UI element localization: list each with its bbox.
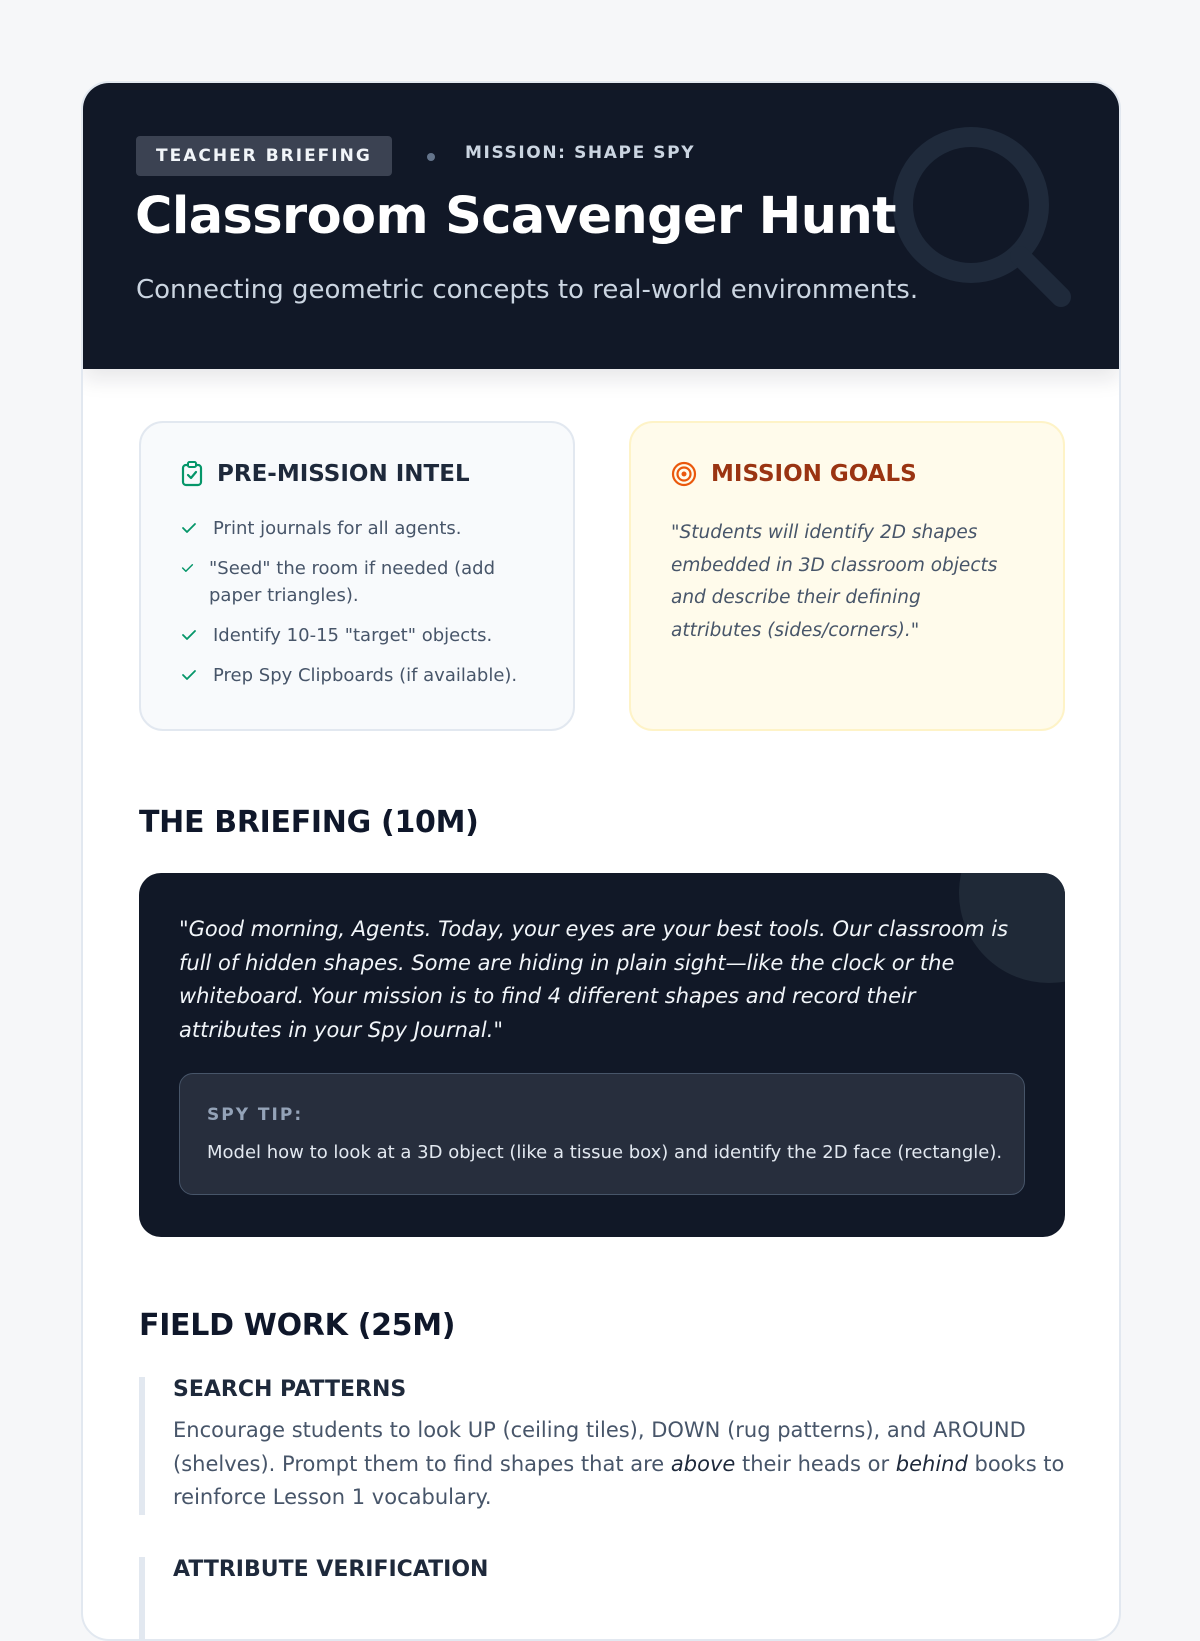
goals-title: MISSION GOALS xyxy=(711,461,917,487)
page-title: Classroom Scavenger Hunt xyxy=(135,187,896,246)
check-icon xyxy=(181,521,197,535)
briefing-script: "Good morning, Agents. Today, your eyes are your best tools. Our classroom is full of hidden shapes. Some are hiding in plain sight—like the clock or the whiteboard. Your mission is to find 4 different shapes and record their attributes in your Spy Journal." xyxy=(179,917,1009,1042)
briefing-panel xyxy=(139,873,1065,1237)
check-icon xyxy=(181,628,197,642)
clipboard-check-icon xyxy=(181,461,203,487)
lesson-card xyxy=(81,81,1121,1641)
fieldwork-item-title: ATTRIBUTE VERIFICATION xyxy=(173,1557,489,1582)
intel-title: PRE-MISSION INTEL xyxy=(217,461,470,487)
mission-label: MISSION: SHAPE SPY xyxy=(465,143,696,163)
goals-statement: "Students will identify 2D shapes embedded in 3D classroom objects and describe their defining attributes (sides/corners)." xyxy=(671,522,998,641)
spy-tip-text: Model how to look at a 3D object (like a tissue box) and identify the 2D face (rectangle). xyxy=(207,1142,1003,1163)
briefing-heading: THE BRIEFING (10M) xyxy=(139,805,479,840)
page-subtitle: Connecting geometric concepts to real-world environments. xyxy=(136,275,919,305)
emphasis-behind: behind xyxy=(895,1451,968,1476)
list-item xyxy=(181,555,541,609)
fieldwork-item-attribute-verification xyxy=(139,1557,1065,1641)
header-banner xyxy=(83,83,1119,369)
fieldwork-item-search-patterns xyxy=(139,1377,1065,1515)
list-item-text: Identify 10-15 "target" objects. xyxy=(213,625,493,646)
list-item xyxy=(181,662,541,689)
separator-dot xyxy=(427,153,435,161)
pre-mission-intel-card xyxy=(139,421,575,731)
check-icon xyxy=(181,561,194,575)
fieldwork-item-title: SEARCH PATTERNS xyxy=(173,1377,407,1402)
teacher-briefing-badge: TEACHER BRIEFING xyxy=(136,136,392,176)
list-item xyxy=(181,515,541,542)
spy-tip-box xyxy=(179,1073,1025,1195)
list-item xyxy=(181,622,541,649)
intel-checklist xyxy=(181,515,541,702)
fieldwork-heading: FIELD WORK (25M) xyxy=(139,1308,456,1343)
emphasis-above: above xyxy=(670,1451,736,1476)
spy-tip-label: SPY TIP: xyxy=(207,1105,304,1125)
mission-goals-card xyxy=(629,421,1065,731)
target-icon xyxy=(671,461,697,487)
fieldwork-item-body: Encourage students to look UP (ceiling tiles), DOWN (rug patterns), and AROUND (shelves). Prompt them to find shapes that are above their heads or behind books to reinforce Lesson 1 vocabulary. xyxy=(173,1418,1065,1509)
search-icon xyxy=(893,123,1083,313)
list-item-text: Print journals for all agents. xyxy=(213,518,462,539)
list-item-text: "Seed" the room if needed (add paper triangles). xyxy=(209,558,495,606)
list-item-text: Prep Spy Clipboards (if available). xyxy=(213,665,518,686)
check-icon xyxy=(181,668,197,682)
